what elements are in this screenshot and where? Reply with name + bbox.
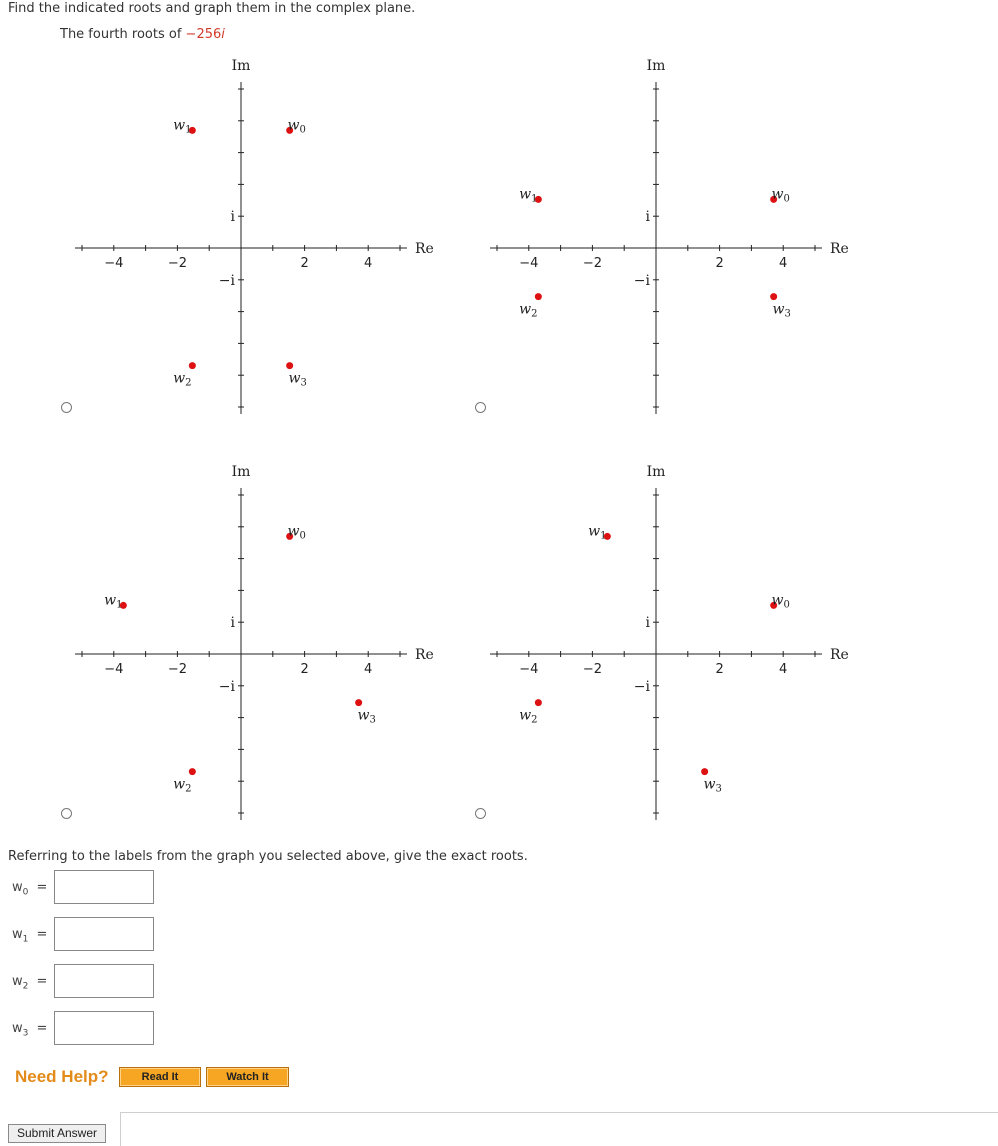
y-unit-label-neg: −i bbox=[218, 678, 235, 695]
radio-option-c[interactable] bbox=[61, 808, 72, 819]
root-label-w2: $w_2$ bbox=[173, 776, 192, 795]
need-help-label: Need Help? bbox=[15, 1067, 109, 1086]
graph-option-d bbox=[490, 464, 849, 820]
root-label-w0: $w_0$ bbox=[287, 523, 306, 542]
root-label-w3: $w_3$ bbox=[772, 301, 791, 320]
prompt-prefix: The fourth roots of bbox=[60, 27, 182, 42]
root-label-w1: $w_1$ bbox=[173, 117, 192, 136]
root-point-w3 bbox=[286, 362, 293, 369]
radio-option-b[interactable] bbox=[475, 402, 486, 413]
answer-label-w2: $w_2$ = bbox=[12, 974, 48, 992]
radio-option-d[interactable] bbox=[475, 808, 486, 819]
graph-option-c bbox=[75, 464, 434, 820]
x-tick-label: 2 bbox=[715, 256, 724, 271]
x-tick-label: 2 bbox=[715, 662, 724, 677]
y-axis-title: Im bbox=[231, 58, 251, 74]
y-unit-label-pos: i bbox=[645, 615, 650, 632]
root-point-w2 bbox=[189, 362, 196, 369]
root-label-w3: $w_3$ bbox=[288, 370, 307, 389]
answer-label-w0: $w_0$ = bbox=[12, 880, 48, 898]
answer-input-w3[interactable] bbox=[54, 1011, 154, 1045]
root-label-w2: $w_2$ bbox=[519, 707, 538, 726]
radio-option-a[interactable] bbox=[61, 402, 72, 413]
x-tick-label: 4 bbox=[364, 256, 373, 271]
graph-option-a bbox=[75, 58, 434, 414]
answer-input-w1[interactable] bbox=[54, 917, 154, 951]
root-label-w0: $w_0$ bbox=[771, 592, 790, 611]
watch-it-button[interactable]: Watch It bbox=[206, 1067, 289, 1087]
x-tick-label: −4 bbox=[104, 662, 124, 677]
answer-label-w3: $w_3$ = bbox=[12, 1021, 48, 1039]
x-tick-label: −4 bbox=[519, 662, 539, 677]
root-label-w0: $w_0$ bbox=[287, 117, 306, 136]
root-label-w1: $w_1$ bbox=[104, 592, 123, 611]
y-axis-title: Im bbox=[231, 464, 251, 480]
answer-input-w0[interactable] bbox=[54, 870, 154, 904]
y-unit-label-pos: i bbox=[230, 209, 235, 226]
x-tick-label: −2 bbox=[582, 256, 602, 271]
root-point-w2 bbox=[189, 768, 196, 775]
y-unit-label-neg: −i bbox=[218, 272, 235, 289]
root-point-w3 bbox=[770, 293, 777, 300]
x-axis-title: Re bbox=[415, 241, 434, 257]
x-tick-label: −2 bbox=[582, 662, 602, 677]
root-point-w3 bbox=[355, 699, 362, 706]
x-axis-title: Re bbox=[830, 647, 849, 663]
x-tick-label: −2 bbox=[167, 256, 187, 271]
x-tick-label: 2 bbox=[300, 662, 309, 677]
root-point-w3 bbox=[701, 768, 708, 775]
answer-input-w2[interactable] bbox=[54, 964, 154, 998]
x-tick-label: 4 bbox=[364, 662, 373, 677]
root-label-w1: $w_1$ bbox=[588, 523, 607, 542]
y-axis-title: Im bbox=[646, 58, 666, 74]
prompt-value: −256i bbox=[185, 27, 225, 42]
root-label-w3: $w_3$ bbox=[357, 707, 376, 726]
read-it-button[interactable]: Read It bbox=[119, 1067, 201, 1087]
answer-label-w1: $w_1$ = bbox=[12, 927, 48, 945]
root-point-w2 bbox=[535, 699, 542, 706]
y-unit-label-pos: i bbox=[230, 615, 235, 632]
y-unit-label-neg: −i bbox=[633, 678, 650, 695]
x-tick-label: −2 bbox=[167, 662, 187, 677]
root-label-w1: $w_1$ bbox=[519, 186, 538, 205]
x-axis-title: Re bbox=[415, 647, 434, 663]
root-label-w3: $w_3$ bbox=[703, 776, 722, 795]
x-tick-label: 4 bbox=[779, 256, 788, 271]
root-label-w2: $w_2$ bbox=[519, 301, 538, 320]
answers-instruction: Referring to the labels from the graph you selected above, give the exact roots. bbox=[8, 849, 528, 864]
x-tick-label: 2 bbox=[300, 256, 309, 271]
x-tick-label: −4 bbox=[519, 256, 539, 271]
root-label-w0: $w_0$ bbox=[771, 186, 790, 205]
section-divider bbox=[120, 1112, 998, 1146]
y-unit-label-pos: i bbox=[645, 209, 650, 226]
y-axis-title: Im bbox=[646, 464, 666, 480]
x-tick-label: −4 bbox=[104, 256, 124, 271]
x-axis-title: Re bbox=[830, 241, 849, 257]
y-unit-label-neg: −i bbox=[633, 272, 650, 289]
root-label-w2: $w_2$ bbox=[173, 370, 192, 389]
root-point-w2 bbox=[535, 293, 542, 300]
question-instruction: Find the indicated roots and graph them in the complex plane. bbox=[8, 1, 416, 16]
submit-answer-button[interactable]: Submit Answer bbox=[8, 1124, 106, 1143]
graph-option-b bbox=[490, 58, 849, 414]
x-tick-label: 4 bbox=[779, 662, 788, 677]
